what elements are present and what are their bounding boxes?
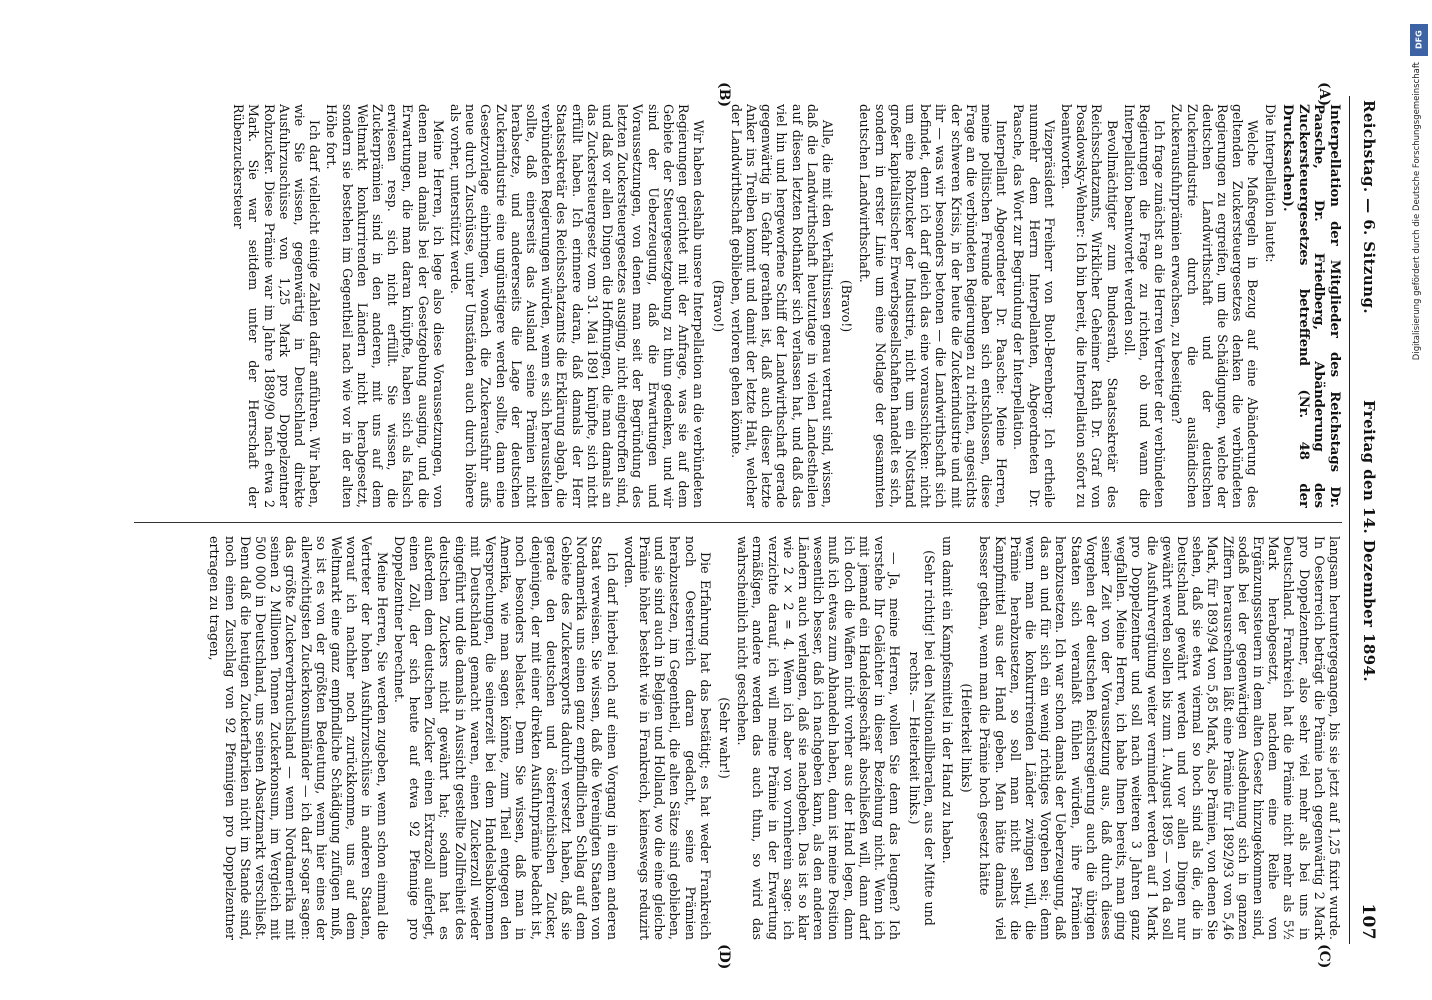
running-head-date: Freitag den 14. Dezember 1894. <box>1360 400 1378 682</box>
scan-margin <box>0 0 114 1000</box>
interjection: (Bravo!) <box>839 279 855 333</box>
digitization-credit <box>1408 20 1430 980</box>
paragraph: Meine Herren, ich lege also diese Voraussetzungen, von denen man damals bei der Gesetzgebung ausging, und die Erwartungen, die man daran knüpfte, haben sich als falsch erwiesen resp. sich nicht erfüllt. Sie wissen, die Zuckerprämien sind in den anderen, mit uns auf dem Weltmarkt konkurrirenden Ländern nicht herabgesetzt, sondern sie bestehen im Gegentheil nach wie vor in der alten Höhe fort. <box>324 104 446 508</box>
left-text-column <box>128 104 1342 508</box>
paragraph: Alle, die mit den Verhältnissen genau vertraut sind, wissen, daß die Landwirthschaft heutzutage in vielen Landestheilen auf diesen letzten Rothanker sich verlassen hat, und daß das viel hin und hergeworfene Schiff der Landwirthschaft gerade gegenwärtig in Gefahr gerathen ist, daß auch dieser letzte Anker ins Treiben kommt und damit der letzte Halt, welcher der Landwirthschaft geblieben, verloren gehen könnte. <box>728 104 835 508</box>
paragraph: Die Interpellation lautet: <box>1262 104 1278 263</box>
interjection: (Sehr richtig! bei den Nationalliberalen, aus der Mitte und rechts. — Heiterkeit links.) <box>906 550 937 926</box>
paragraph: Ich darf hierbei noch auf einen Vorgang in einem anderen Staat verweisen. Sie wissen, daß die Vereinigten Staaten von Nordamerika uns einen ganz empfindlichen Schlag auf dem Gebiete des Zuckerexports dadurch versetzt haben, daß sie gerade den deutschen und österreichischen Zucker, denjenigen, der mit einer direkten Ausfuhrprämie bedacht ist, noch besonders belastet. Denn Sie wissen, daß man in Amerika, wie man sagen könnte, zum Theil entgegen den Versprechungen, die seinerzeit bei dem Handelsabkommen mit Deutschland gemacht waren, einen Zuckerzoll wieder eingeführt und die damals in Aussicht gestellte Zollfreiheit des deutschen Zuckers nicht gewährt hat; sodann hat es außerdem dem deutschen Zucker einen Extrazoll auferlegt, einen Zoll, der sich heute auf etwa 92 Pfennige pro Doppelzentner berechnet. <box>391 536 620 940</box>
column-divider <box>134 522 1342 523</box>
margin-mark-b: (B) <box>716 82 732 108</box>
running-head-left: Reichstag. — 6. Sitzung. <box>1360 100 1378 314</box>
paragraph: Ich darf vielleicht einige Zahlen dafür anführen. Wir haben, wie Sie wissen, gegenwärtig in Deutschland direkte Ausfuhrzuschüsse von 1,25 Mark pro Doppelzentner Rohzucker. Diese Prämie war im Jahre 1889/90 nach etwa 2 Mark. Sie war seitdem unter der Herrschaft der Rübenzuckersteuer <box>231 104 323 508</box>
interjection: (Heiterkeit links) <box>959 683 975 793</box>
paragraph: Ich frage zunächst an die Herren Vertreter der verbündeten Regierungen die Frage zu richten, ob und wann die Interpellation beantwortet werden soll. <box>1121 104 1168 508</box>
interjection: (Bravo!) <box>710 279 726 333</box>
section-heading: Interpellation der Mitglieder des Reichstags Dr. Paasche, Dr. Friedberg, Abänderung des Zuckersteuergesetzes betreffend (Nr. 48 der Drucksachen). <box>1280 104 1342 508</box>
right-text-column <box>128 536 1342 940</box>
paragraph: Meine Herren, Sie werden zugeben, wenn schon einmal die Vertreter der hohen Ausfuhrzuschüsse in anderen Staaten, worauf ich nachher noch zurückkomme, uns auf dem Weltmarkt eine ganz empfindliche Schädigung zufügen muß, so ist es von der größten Bedeutung, wenn hier eines der allerwichtigsten Zuckerkonsumländer — ich darf sogar sagen: das größte Zuckerverbrauchsland — wenn Nordamerika mit seinen 2 Millionen Tonnen Zuckerkonsum, im Vergleich mit 500 000 in Deutschland, uns seinen Absatzmarkt verschließt. Denn daß die heutigen Zuckerfabriken nicht im Stande sind, noch einen Zuschlag von 92 Pfennigen pro Doppelzentner ertragen zu tragen, <box>207 536 390 940</box>
paragraph: Die Erfahrung hat das bestätigt; es hat weder Frankreich noch Oesterreich daran gedacht, seine Prämien herabzusetzen, im Gegentheil, die alten Sätze sind geblieben, und sie sind auch in Belgien und Holland, wo die eine gleiche Prämie höher besteht wie in Frankreich, keineswegs reduzirt worden. <box>621 536 713 940</box>
header-rule <box>1349 96 1350 944</box>
interjection: (Sehr wahr!) <box>717 697 733 779</box>
paragraph: Interpellant Abgeordneter Dr. Paasche: Meine Herren, meine politischen Freunde haben sich entschlossen, diese Frage an die verbündeten Regierungen zu richten, angesichts der schweren Krisis, in der heute die Zuckerindustrie und mit ihr — was wir besonders betonen — die Landwirthschaft sich befindet, denn ich darf gleich das eine vorausschicken: nicht um eine Rohzucker der Industrie, nicht um ein Notstand großer kapitalistischer Erwerbsgesellschaften handelt es sich, sondern in erster Linie um eine Notlage der gesammten deutschen Landwirthschaft. <box>857 104 1010 508</box>
paragraph: Welche Maßregeln in Bezug auf eine Abänderung des geltenden Zuckersteuergesetzes denken die verbündeten Regierungen zu ergreifen, um die Schädigungen, welche der deutschen Landwirthschaft und der deutschen Zuckerindustrie durch die ausländischen Zuckerausfuhrprämien erwachsen, zu beseitigen? <box>1169 104 1261 508</box>
paragraph: Wir haben deshalb unsere Interpellation an die verbündeten Regierungen gerichtet mit der Anfrage, was sie auf dem Gebiete der Steuergesetzgebung zu thun gedenken, und wir sind der Ueberzeugung, daß die Erwartungen und Voraussetzungen, von denen man seit der Begründung des letzten Zuckersteuergesetzes ausging, nicht eingetroffen sind, und daß vor allen Dingen die Hoffnungen, die man damals an das Zuckersteuergesetz vom 31. Mai 1891 knüpfte, sich nicht erfüllt haben. Ich erinnere daran, daß damals der Herr Staatssekretär des Reichsschatzamts die Erklärung abgab, die verbündeten Regierungen würden, wenn es sich herausstellen sollte, daß einerseits das Ausland seine Prämien nicht herabsetze, und andererseits die Lage der deutschen Zuckerindustrie eine ungünstigere werden sollte, dann eine Gesetzvorlage einbringen, wonach die Zuckerausfuhr aufs neue durch Zuschüsse, unter Umständen auch durch höhere als vorher, unterstützt werde. <box>448 104 707 508</box>
paragraph: — Ja, meine Herren, wollen Sie denn das leugnen? Ich verstehe Ihr Gelächter in dieser Beziehung nicht. Wenn ich mit jemand ein Handelsgeschäft abschließen will, dann darf ich doch die Waffen nicht vorher aus der Hand legen, dann muß ich etwas zum Abhandeln haben, dann ist meine Position wesentlich besser, daß ich nachgeben kann, als den anderen Ländern auch verlangen, daß sie nachgeben. Das ist so klar wie 2 × 2 = 4. Wenn ich aber von vornherein sage: ich verzichte darauf, ich will meine Prämie in der Erwartung ermäßigen, andere werden das auch thun, so wird das wahrscheinlich nicht geschehen. <box>735 536 903 940</box>
credit-text: Digitalisierung gefördert durch die Deutsche Forschungsgemeinschaft <box>1412 62 1422 361</box>
margin-mark-a: (A) <box>1316 82 1332 107</box>
margin-mark-d: (D) <box>716 944 732 970</box>
page-number: 107 <box>1358 903 1378 940</box>
margin-mark-c: (C) <box>1316 944 1332 969</box>
dfg-logo-icon: DFG <box>1410 24 1428 56</box>
paragraph: langsam heruntergegangen, bis sie jetzt auf 1,25 fixirt wurde. In Oesterreich beträgt die Prämie nach gegenwärtig 2 Mark pro Doppelzentner, also sehr viel mehr als bei uns in Deutschland. Frankreich hat die Prämie nicht mehr als 5½ Mark herabgesetzt, nachdem eine Reihe von Ergänzungssteuern in dem alten Gesetz hinzugekommen sind, sodaß bei der gegenwärtigen Ausdehnung sich in ganzen Ziffern herausrechnen läßt eine Prämie für 1892/93 von 5,46 Mark, für 1893/94 von 5,85 Mark, also Prämien, von denen Sie sehen, daß sie etwa viermal so hoch sind als die, die in Deutschland gewährt werden und vor allen Dingen nur gewährt werden sollen bis zum 1. August 1895 — von da soll die Ausfuhrvergütung weiter vermindert werden auf 1 Mark pro Doppelzentner und soll nach weiteren 3 Jahren ganz wegfallen. Meine Herren, ich habe Ihnen bereits, man ging seiner Zeit von der Voraussetzung aus, daß durch dieses Vorgehen der deutschen Reichsregierung auch die übrigen Staaten sich veranlaßt fühlen würden, ihre Prämien herabzusetzen. Ich war schon damals der Ueberzeugung, daß das an und für sich ein wenig richtiges Vorgehen sei; denn wenn man die konkurrirenden Länder zwingen will, die Prämie herabzusetzen, so soll man nicht selbst die Kampfmittel aus der Hand geben. Man hätte damals viel besser gethan, wenn man die Prämie hoch gesetzt hätte <box>977 536 1342 940</box>
paragraph: Vizepräsident Freiherr von Buol-Berenberg: Ich ertheile nunmehr dem Herrn Interpellanten, Abgeordneten Dr. Paasche, das Wort zur Begründung der Interpellation. <box>1011 104 1057 508</box>
running-head <box>1354 100 1378 940</box>
paragraph: um damit ein Kampfesmittel in der Hand zu haben. <box>939 536 955 864</box>
paragraph: Bevollmächtigter zum Bundesrath, Staatssekretär des Reichsschatzamts, Wirklicher Geheimer Rath Dr. Graf von Posadowsky-Wehner: Ich bin bereit, die Interpellation sofort zu beantworten. <box>1058 104 1120 508</box>
